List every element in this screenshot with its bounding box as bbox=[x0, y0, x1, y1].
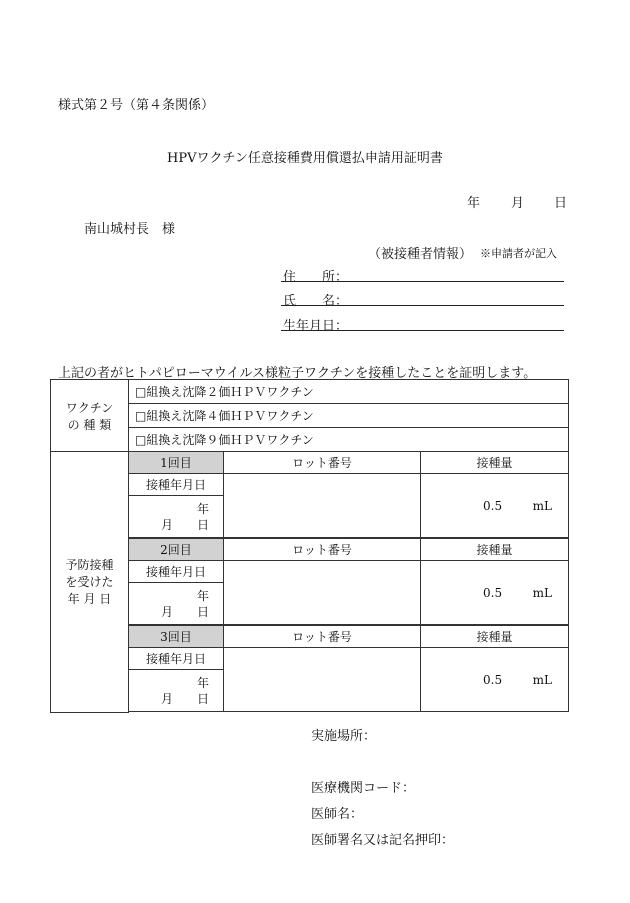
dose-header: 接種量 bbox=[421, 539, 569, 561]
day-label: 日 bbox=[196, 518, 209, 532]
lot-number-header: ロット番号 bbox=[224, 539, 421, 561]
vaccine-option-9valent[interactable]: □組換え沈降９価ＨＰＶワクチン bbox=[129, 428, 569, 452]
year-label: 年 bbox=[196, 589, 209, 603]
date-month-label: 月 bbox=[511, 196, 525, 211]
date-day-label: 日 bbox=[554, 196, 568, 211]
vaccinee-info-header: （被接種者情報） bbox=[368, 247, 473, 262]
vaccination-date-field[interactable] bbox=[129, 496, 224, 538]
lot-number-field[interactable] bbox=[224, 648, 421, 712]
year-label: 年 bbox=[196, 676, 209, 690]
dose-value: 0.5 bbox=[483, 498, 503, 513]
dose-cell bbox=[421, 561, 569, 625]
round-label: 1回目 bbox=[129, 452, 224, 474]
dose-unit: mL bbox=[532, 585, 553, 600]
dose-cell bbox=[421, 474, 569, 538]
dose-unit: mL bbox=[532, 498, 553, 513]
lot-number-field[interactable] bbox=[224, 474, 421, 538]
year-label: 年 bbox=[196, 502, 209, 516]
site-label: 実施場所： bbox=[311, 729, 377, 744]
applicant-note: ※申請者が記入 bbox=[480, 247, 557, 260]
addressee: 南山城村長 様 bbox=[84, 222, 176, 237]
vaccination-date-label bbox=[51, 452, 129, 713]
vaccination-date-label-line3: 年 月 日 bbox=[67, 592, 112, 607]
round-label: 3回目 bbox=[129, 626, 224, 648]
month-label: 月 bbox=[161, 605, 174, 619]
vaccine-type-label-line2: の 種 類 bbox=[67, 417, 112, 432]
dose-header: 接種量 bbox=[421, 626, 569, 648]
vaccination-date-field[interactable] bbox=[129, 583, 224, 625]
month-label: 月 bbox=[161, 518, 174, 532]
institution-code-label: 医療機関コード： bbox=[311, 781, 416, 796]
vaccine-option-2valent[interactable]: □組換え沈降２価ＨＰＶワクチン bbox=[129, 380, 569, 404]
address-field[interactable] bbox=[281, 281, 564, 282]
name-field[interactable] bbox=[281, 305, 564, 306]
lot-number-header: ロット番号 bbox=[224, 626, 421, 648]
vaccination-date-field[interactable] bbox=[129, 670, 224, 712]
name-label: 氏 名： bbox=[283, 294, 349, 309]
doctor-signature-label: 医師署名又は記名押印： bbox=[311, 833, 455, 848]
vaccination-date-label-line2: を受けた bbox=[65, 575, 114, 590]
vaccination-date-heading: 接種年月日 bbox=[129, 474, 224, 496]
round-label: 2回目 bbox=[129, 539, 224, 561]
day-label: 日 bbox=[196, 605, 209, 619]
date-year-label: 年 bbox=[467, 196, 481, 211]
vaccination-date-heading: 接種年月日 bbox=[129, 648, 224, 670]
lot-number-header: ロット番号 bbox=[224, 452, 421, 474]
birthdate-field[interactable] bbox=[281, 330, 564, 331]
vaccine-type-label-line1: ワクチン bbox=[65, 400, 114, 415]
form-number: 様式第２号（第４条関係） bbox=[58, 98, 215, 113]
vaccination-date-heading: 接種年月日 bbox=[129, 561, 224, 583]
vaccination-date-label-line1: 予防接種 bbox=[65, 558, 114, 573]
dose-header: 接種量 bbox=[421, 452, 569, 474]
dose-value: 0.5 bbox=[483, 672, 503, 687]
birthdate-label: 生年月日： bbox=[283, 319, 349, 334]
vaccine-option-4valent[interactable]: □組換え沈降４価ＨＰＶワクチン bbox=[129, 404, 569, 428]
lot-number-field[interactable] bbox=[224, 561, 421, 625]
doctor-name-label: 医師名： bbox=[311, 807, 364, 822]
address-label: 住 所： bbox=[283, 270, 349, 285]
dose-cell bbox=[421, 648, 569, 712]
dose-unit: mL bbox=[532, 672, 553, 687]
certification-text: 上記の者がヒトパピローマウイルス様粒子ワクチンを接種したことを証明します。 bbox=[58, 366, 537, 381]
day-label: 日 bbox=[196, 692, 209, 706]
vaccine-type-label bbox=[51, 380, 129, 452]
document-title: HPVワクチン任意接種費用償還払申請用証明書 bbox=[167, 151, 443, 166]
month-label: 月 bbox=[161, 692, 174, 706]
dose-value: 0.5 bbox=[483, 585, 503, 600]
vaccination-table bbox=[50, 379, 569, 713]
